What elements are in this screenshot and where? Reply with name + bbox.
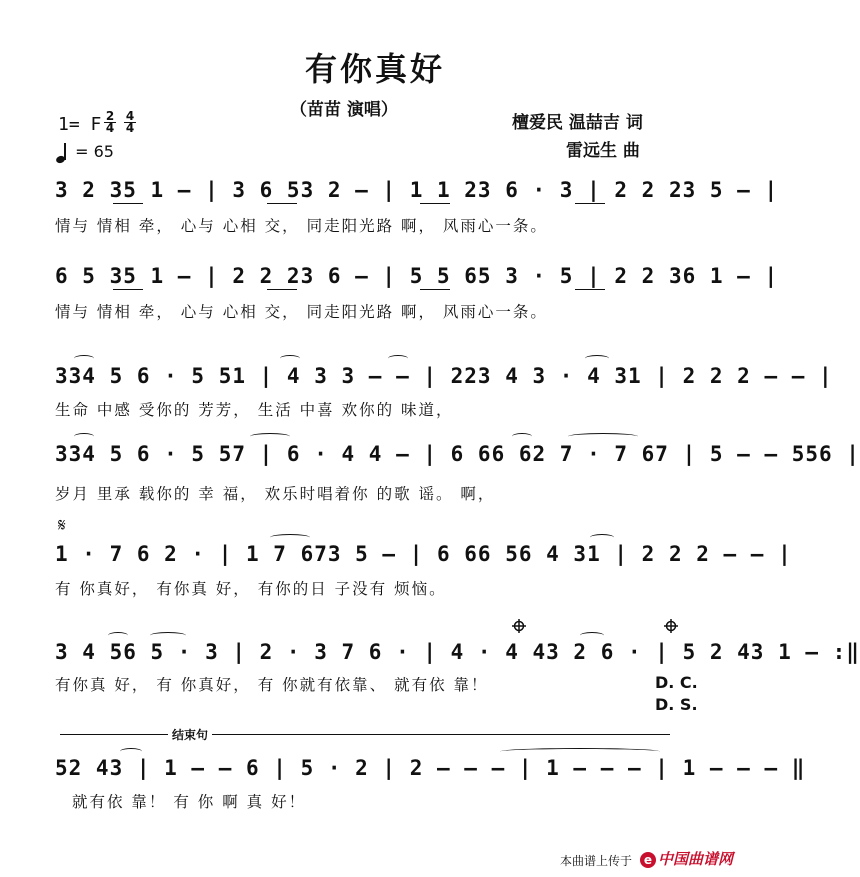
ending-label: 结束句 <box>168 726 212 743</box>
time-signature-2-4: 2 4 <box>105 109 115 135</box>
site-logo-icon: e <box>640 852 656 868</box>
lyric-line-5: 有 你真好， 有你真 好， 有你的日 子没有 烦恼。 <box>55 580 447 598</box>
lyric-line-3: 生命 中感 受你的 芳芳， 生活 中喜 欢你的 味道， <box>55 401 454 419</box>
key-signature: 1= F <box>58 114 102 135</box>
music-line-3: 334 5 6 · 5 51 | 4 3 3 – – | 223 4 3 · 4 31 | 2 2 2 – – | <box>55 364 833 388</box>
site-logo: e 中国曲谱网 <box>640 848 733 869</box>
da-capo-marker: D. C. <box>655 673 698 692</box>
lyricist: 檀爱民 温喆吉 词 <box>512 113 643 133</box>
coda-icon <box>664 619 678 633</box>
music-line-1: 3 2 35 1 – | 3 6 53 2 – | 1 1 23 6 · 3 | 2 2 23 5 – | <box>55 178 779 202</box>
lyric-line-4: 岁月 里承 载你的 幸 福， 欢乐时唱着你 的歌 谣。 啊， <box>55 485 496 503</box>
music-line-4: 334 5 6 · 5 57 | 6 · 4 4 – | 6 66 62 7 · 7 67 | 5 – – 556 | <box>55 442 860 466</box>
music-line-7: 52 43 | 1 – – 6 | 5 · 2 | 2 – – – | 1 – – – | 1 – – – ‖ <box>55 756 806 780</box>
ending-bracket-line <box>60 734 670 735</box>
tempo-marking: = 65 <box>56 142 114 163</box>
music-line-6: 3 4 56 5 · 3 | 2 · 3 7 6 · | 4 · 4 43 2 6 · | 5 2 43 1 – :‖ <box>55 640 860 664</box>
music-line-2: 6 5 35 1 – | 2 2 23 6 – | 5 5 65 3 · 5 | 2 2 36 1 – | <box>55 264 779 288</box>
upload-note: 本曲谱上传于 <box>560 854 633 868</box>
lyric-line-7: 就有依 靠！ 有 你 啊 真 好！ <box>72 793 307 811</box>
time-signature-4-4: 4 4 <box>125 109 135 135</box>
performer: （苗苗 演唱） <box>290 100 398 120</box>
music-line-5: 1 · 7 6 2 · | 1 7 673 5 – | 6 66 56 4 31 | 2 2 2 – – | <box>55 542 792 566</box>
dal-segno-marker: D. S. <box>655 695 698 714</box>
composer: 雷远生 曲 <box>566 141 640 161</box>
lyric-line-1: 情与 情相 牵， 心与 心相 交， 同走阳光路 啊， 风雨心一条。 <box>55 217 548 235</box>
song-title: 有你真好 <box>304 50 445 88</box>
lyric-line-6: 有你真 好， 有 你真好， 有 你就有依靠、 就有依 靠！ <box>55 676 489 694</box>
coda-icon <box>512 619 526 633</box>
segno-icon: 𝄋 <box>58 515 66 536</box>
lyric-line-2: 情与 情相 牵， 心与 心相 交， 同走阳光路 啊， 风雨心一条。 <box>55 303 548 321</box>
quarter-note-icon <box>56 143 70 163</box>
